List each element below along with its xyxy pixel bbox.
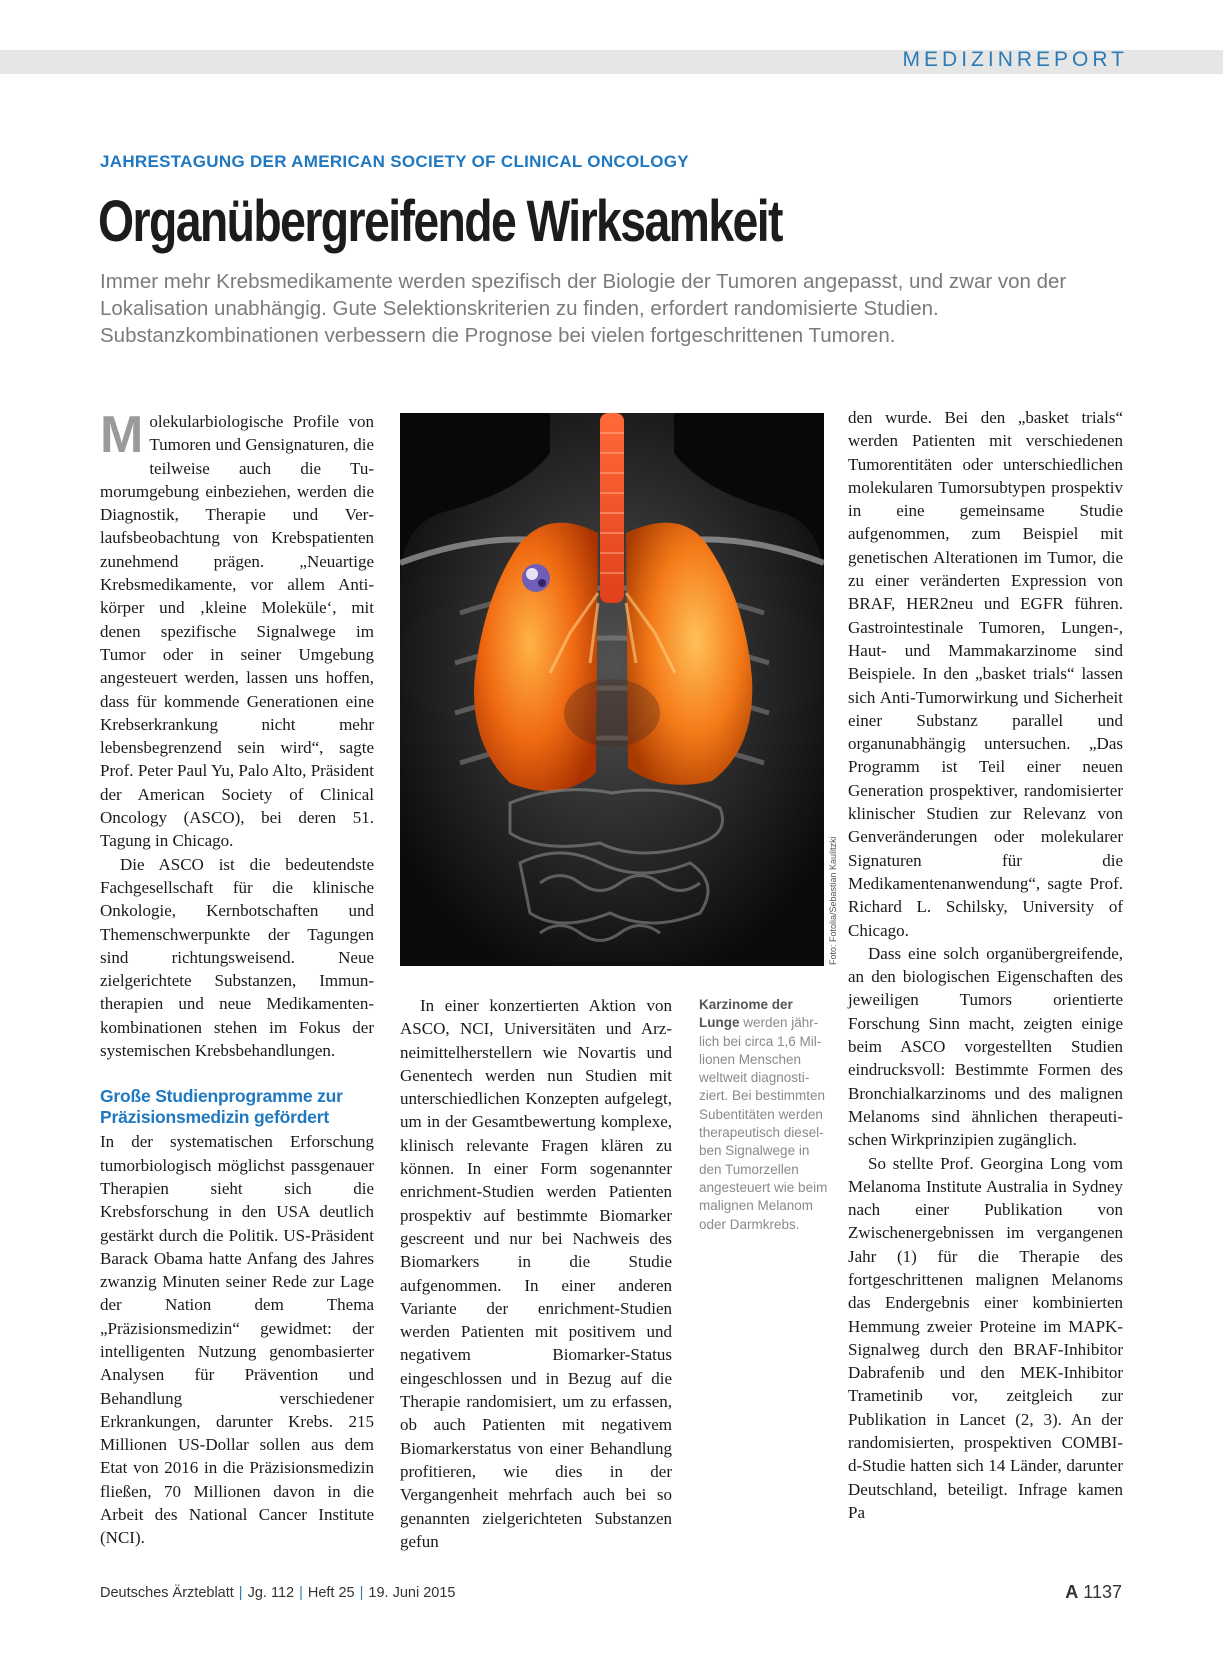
page-number-value: 1137 — [1083, 1582, 1122, 1602]
paragraph-6: Dass eine solch organübergreifende, an den biologischen Eigenschaften des jeweiligen Tumors orientierte Forschung Sinn macht, zeigten einige beim ASCO vorgestellten Studien eindrucksvoll: Bestimmte Formen des Bronchialkarzinoms und des malignen Melanoms sind ähnlichen therapeutischen Wirkprinzipien zugänglich. — [848, 943, 1123, 1150]
caption-lead: Karzinome der Lunge — [699, 997, 793, 1031]
separator: | — [359, 1585, 364, 1601]
text-column-1 — [100, 406, 374, 1550]
separator: | — [299, 1585, 303, 1601]
paragraph-1-text: olekularbiologische Profile von Tumoren und Gensignaturen, die teilweise auch die Tumorumgebung einbeziehen, werden die Diagnostik, Therapie und Verlaufsbeobachtung von Krebspatienten zunehmend prägen. „Neuartige Krebsmedikamente, vor allem Antikörper und ‚kleine Moleküle‘, mit denen spezifische Signalwege im Tumor oder in seiner Umgebung angesteuert werden, lassen uns hoffen, dass für kommende Generationen eine Krebserkrankung nicht mehr lebensbegrenzend sein wird“, sagte Prof. Peter Paul Yu, Palo Alto, Präsident der American Society of Clinical Oncology (ASCO), bei deren 51. Tagung in Chicago. — [100, 412, 374, 851]
footer-citation — [100, 1585, 455, 1601]
figure-caption — [699, 996, 831, 1234]
article-title: Organübergreifende Wirksamkeit — [98, 189, 782, 254]
paragraph-5: den wurde. Bei den „basket trials“ werden Patienten mit verschiedenen Tumorentitäten oder unterschiedlichen molekularen Tumorsubtypen prospektiv in eine gemeinsame Studie aufgenommen, zum Beispiel mit genetischen Alterationen im Tumor, die zu einer veränderten Expression von BRAF, HER2neu und EGFR führen. Gastrointestinale Tumoren, Lungen-, Haut- und Mammakarzinome sind Beispiele. In den „basket trials“ lassen sich Anti-Tumorwirkung und Sicherheit einer Substanz parallel und organunabhängig untersuchen. „Das Programm ist Teil einer neuen Generation prospektiver, randomisierter klinischer Studien zur Relevanz von Genveränderungen oder molekularer Signaturen für die Medikamentenanwendung“, sagte Prof. Richard L. Schilsky, University of Chicago. — [848, 408, 1123, 940]
caption-text: werden jährlich bei circa 1,6 Millionen Menschen weltweit diagnostiziert. Bei bestimmten Subentitäten werden therapeutisch dieselben Signalwege in den Tumorzellen angesteuert wie beim malignen Melanom oder Darmkrebs. — [699, 1015, 828, 1232]
issue: Heft 25 — [307, 1585, 355, 1601]
paragraph-7: So stellte Prof. Georgina Long vom Melanoma Institute Australia in Sydney nach einer Publikation von Zwischenergebnissen im vergangenen Jahr (1) für die Therapie des fortgeschrittenen malignen Melanoms das Endergebnis einer kombinierten Hemmung zweier Proteine im MAPK-Signalweg durch den BRAF-Inhibitor Dabrafenib und den MEK-Inhibitor Trametinib vor, zeitgleich zur Publikation in Lancet (2, 3). An der randomisierten, prospektiven COMBI-d-Studie hatten sich 14 Länder, darunter Deutschland, beteiligt. Infrage kamen Pa — [848, 1153, 1123, 1522]
text-column-3 — [848, 406, 1123, 1524]
torso-illustration — [400, 413, 824, 966]
paragraph-1 — [100, 406, 374, 853]
photo-credit: Foto: Fotolia/Sebastian Kaulitzki — [828, 836, 838, 965]
section-label: MEDIZINREPORT — [902, 48, 1128, 71]
article-kicker: JAHRESTAGUNG DER AMERICAN SOCIETY OF CLINICAL ONCOLOGY — [100, 152, 689, 171]
paragraph-2: Die ASCO ist die bedeutendste Fachgesellschaft für die klinische Onkologie, Kernbotschaften und Themenschwerpunkte der Tagungen sind richtungsweisend. Neue zielgerichtete Substanzen, Immuntherapien und neue Medikamentenkombinationen stehen im Fokus der systemischen Krebsbehandlungen. — [100, 854, 374, 1061]
volume: Jg. 112 — [247, 1585, 295, 1601]
text-column-2 — [400, 994, 672, 1553]
lung-xray-illustration — [400, 413, 824, 966]
paragraph-4: In einer konzertierten Aktion von ASCO, NCI, Universitäten und Arzneimittelherstellern wie Novartis und Genentech werden nun Studien mit unterschiedlichen Konzepten aufgelegt, um in der Gesamtbewertung komplexe, klinisch relevante Fragen klären zu können. In einer Form sogenannter enrichment-Studien werden Patienten prospektiv auf bestimmte Biomarker gescreent und nur bei Nachweis des Biomarkers in die Studie aufgenommen. In einer anderen Variante der enrichment-Studien werden Patienten mit positivem und negativem Biomarker-Status eingeschlossen und in Bezug auf die Therapie randomisiert, um zu erfassen, ob auch Patienten mit negativem Biomarkerstatus von einer Behandlung profitieren, wie dies in der Vergangenheit mehrfach auch bei so genannten zielgerichteten Substanzen gefun — [400, 996, 672, 1551]
separator: | — [238, 1585, 243, 1601]
page-number — [1065, 1582, 1122, 1603]
trachea — [600, 413, 624, 603]
dropcap: M — [100, 406, 144, 464]
date: 19. Juni 2015 — [368, 1585, 456, 1601]
page-prefix: A — [1065, 1582, 1079, 1602]
article-intro: Immer mehr Krebsmedikamente werden spezifisch der Biologie der Tumoren angepasst, und zwar von der Lokalisation unabhängig. Gute Selektionskriterien zu finden, erfordert randomisierte Studien. Substanzkombinationen verbessern die Prognose bei vielen fortgeschrittenen Tumoren. — [100, 270, 1067, 347]
paragraph-3: In der systematischen Erforschung tumorbiologisch möglichst passgenauer Therapien sieht sich die Krebsforschung in den USA deutlich gestärkt durch die Politik. US-Präsident Barack Obama hatte Anfang des Jahres zwanzig Minuten seiner Rede zur Lage der Nation dem Thema „Präzisionsmedizin“ gewidmet: der intelligenten Nutzung genombasierter Analysen für Prävention und Behandlung verschiedener Erkrankungen, darunter Krebs. 215 Millionen US-Dollar sollen aus dem Etat von 2016 in die Präzisionsmedizin fließen, 70 Millionen davon in die Arbeit des National Cancer Institute (NCI). — [100, 1132, 374, 1548]
tumor-marker — [522, 564, 550, 592]
subheading: Große Studienprogramme zur Präzisionsmedizin gefördert — [100, 1086, 343, 1128]
journal-name: Deutsches Ärzteblatt — [100, 1585, 234, 1601]
